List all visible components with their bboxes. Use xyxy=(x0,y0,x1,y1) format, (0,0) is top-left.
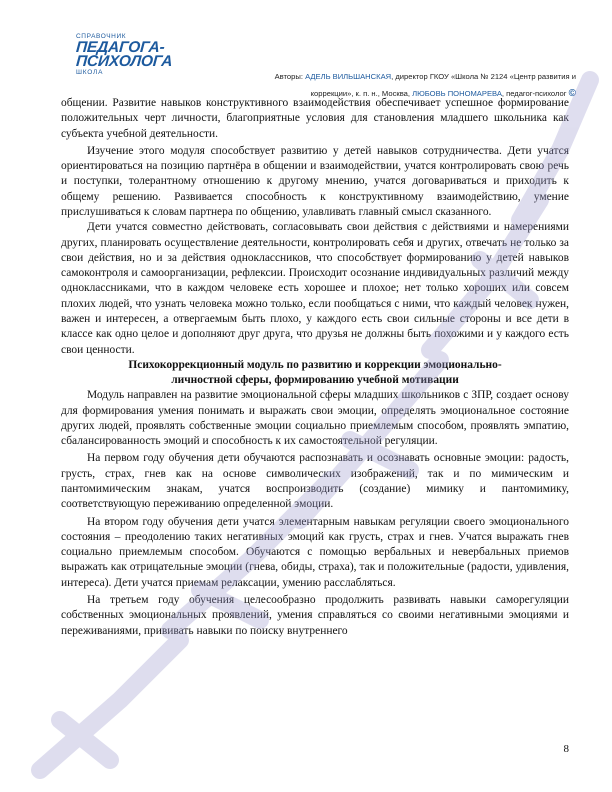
logo-line-2: ПСИХОЛОГА xyxy=(75,53,173,70)
paragraph-2: Дети учатся совместно действовать, согласовывать свои действия с действиями и намерениями других, планировать осуществление деятельности, контролировать себя и других, отвечать не только за свои действия, но и за действия одноклассников, что способствует формированию у детей навыков самоконтроля и самоорганизации, рефлексии. Происходит осознание индивидуальных различий между одноклассниками, что в каждом человеке есть хорошее и плохое; нет только хороших или совсем плохих людей, что узнать человека можно только, если пообщаться с ними, что каждый человек нужен, важен и интересен, а отвергаемым быть плохо, у каждого есть свои сильные стороны и все дети в классе как одно целое и дополняют друг друга, что друзья не должны быть похожими и у каждого есть свои ценности. xyxy=(61,221,569,356)
logo-line-1: ПЕДАГОГА- xyxy=(75,39,166,56)
logo-bottom-text: ШКОЛА xyxy=(76,69,104,76)
heading-line-2: личностной сферы, формированию учебной мотивации xyxy=(171,374,459,387)
paragraph-0: общении. Развитие навыков конструктивного взаимодействия обеспечивает успешное формирование положительных черт личности, благоприятные условия для становления младшего школьника как субъекта учебной деятельности. xyxy=(61,97,569,140)
page-number: 8 xyxy=(563,743,569,755)
body-text xyxy=(61,96,569,639)
section-heading xyxy=(61,358,569,389)
logo-small-text: СПРАВОЧНИК xyxy=(76,33,127,40)
author-label: Авторы: xyxy=(274,72,303,81)
author-details-1: , директор ГКОУ «Школа № 2124 «Центр развития и xyxy=(391,72,576,81)
author-details-3: , педагог-психолог xyxy=(501,89,567,98)
paragraph-1: Изучение этого модуля способствует развитию у детей навыков сотрудничества. Дети учатся ориентироваться на позицию партнёра в общении и взаимодействии, учатся контролировать свою речь и поступки, толерантному отношению к другому мнению, учатся договариваться и приходить к общему решению. Развивается способность к конструктивному взаимодействию, умение прислушиваться к словам партнера по общению, улавливать главный смысл сказанного. xyxy=(61,144,569,218)
heading-line-1: Психокоррекционный модуль по развитию и коррекции эмоционально- xyxy=(128,358,502,371)
author-name-1: АДЕЛЬ ВИЛЬШАНСКАЯ xyxy=(305,72,392,81)
author-details-2: коррекции», к. п. н., Москва, xyxy=(310,89,410,98)
watermark-stroke xyxy=(40,640,180,770)
journal-logo xyxy=(76,33,186,77)
paragraph-6: На третьем году обучения целесообразно продолжить развивать навыки саморегуляции собственных эмоциональных проявлений, умения справляться со своими негативными эмоциями и переживаниями, прививать навыки по поиску внутреннего xyxy=(61,594,569,637)
paragraph-4: На первом году обучения дети обучаются распознавать и осознавать основные эмоции: радость, грусть, страх, гнев как на основе символических изображений, так и по мимическим и пантомимическим знакам, учатся воспроизводить (создание) мимику и пантомимику, соответствующую переживанию определенной эмоции. xyxy=(61,452,569,511)
paragraph-5: На втором году обучения дети учатся элементарным навыкам регуляции своего эмоционального состояния – преодолению таких негативных эмоций как грусть, страх и гнев. Учатся выражать гнев социально приемлемым способом. Обучаются с помощью вербальных и невербальных приемов выражать как отрицательные эмоции (гнева, обиды, страха), так и положительные (радости, удивления, интереса). Дети учатся приемам релаксации, умению расслабляться. xyxy=(61,515,569,589)
watermark-stroke xyxy=(60,720,110,760)
paragraph-3: Модуль направлен на развитие эмоциональной сферы младших школьников с ЗПР, создает основу для формирования умения понимать и выражать свои эмоции, определять эмоциональное состояние других людей, проявлять собственные эмоции социально приемлемым способом, проявлять эмпатию, сбалансированность эмоций и способность к их самостоятельной регуляции. xyxy=(61,389,569,448)
author-name-2: ЛЮБОВЬ ПОНОМАРЕВА xyxy=(412,89,502,98)
copyright-icon: © xyxy=(568,88,576,99)
